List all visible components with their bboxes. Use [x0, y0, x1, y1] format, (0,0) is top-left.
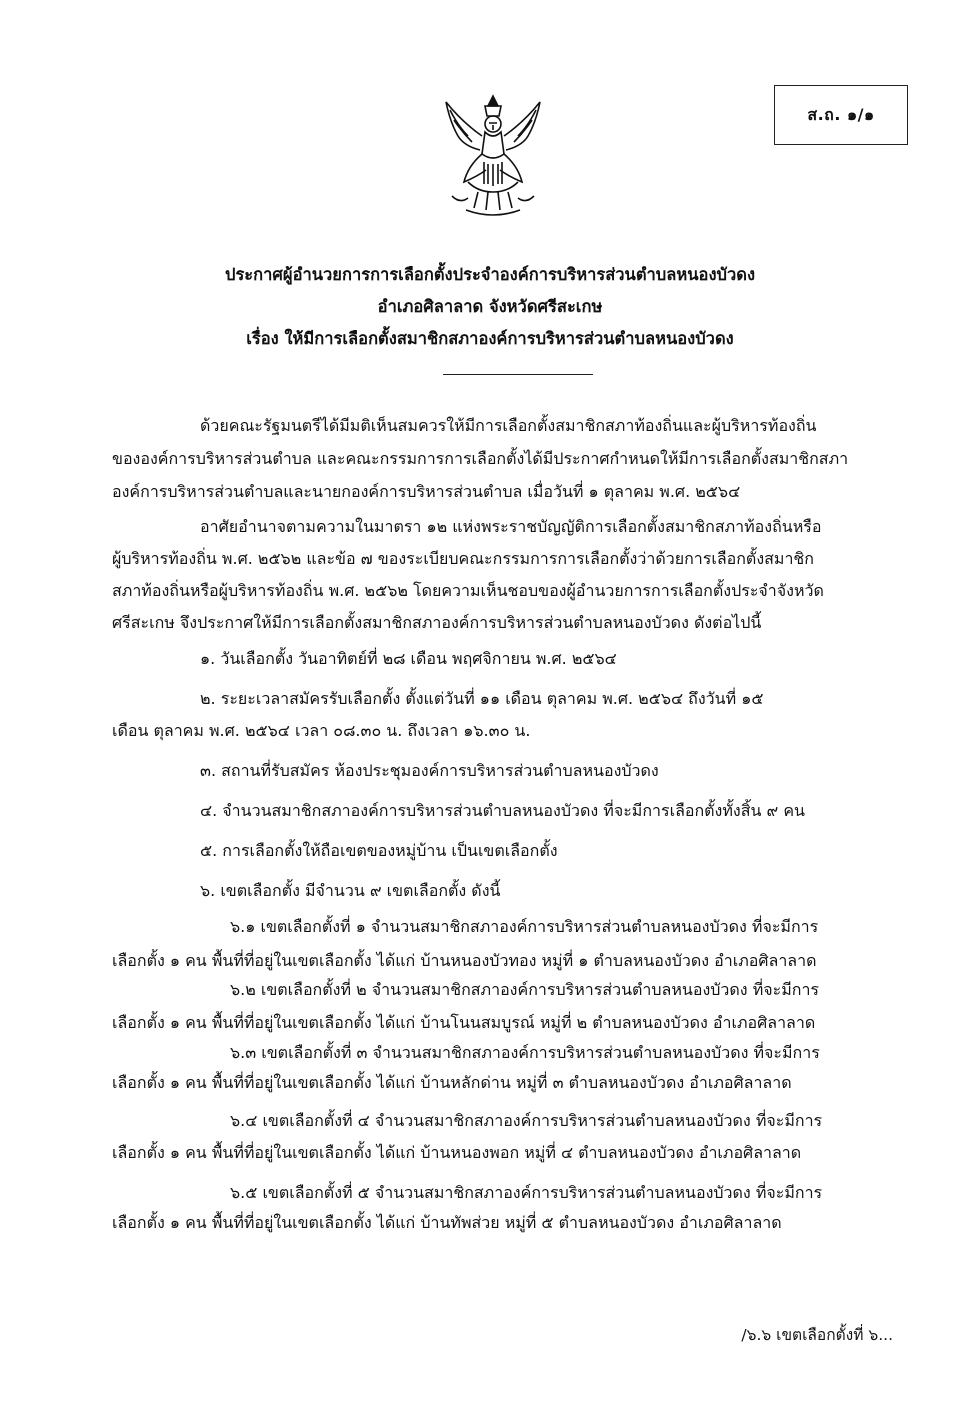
continuation-note: /๖.๖ เขตเลือกตั้งที่ ๖...: [741, 1326, 893, 1344]
district-4-line: เลือกตั้ง ๑ คน พื้นที่ที่อยู่ในเขตเลือกตั้ง ได้แก่ บ้านหนองพอก หมู่ที่ ๔ ตำบลหนองบัวดง อำเภอศิลาลาด: [112, 1143, 802, 1162]
paragraph-2-line: อาศัยอำนาจตามความในมาตรา ๑๒ แห่งพระราชบัญญัติการเลือกตั้งสมาชิกสภาท้องถิ่นหรือ: [200, 517, 822, 536]
paragraph-1-line: ขององค์การบริหารส่วนตำบล และคณะกรรมการการเลือกตั้งได้มีประกาศกำหนดให้มีการเลือกตั้งสมาชิกสภา: [112, 449, 849, 468]
district-2-line: เลือกตั้ง ๑ คน พื้นที่ที่อยู่ในเขตเลือกตั้ง ได้แก่ บ้านโนนสมบูรณ์ หมู่ที่ ๒ ตำบลหนองบัวดง อำเภอศิลาลาด: [112, 1013, 816, 1032]
form-code: ส.ถ. ๑/๑: [807, 104, 875, 124]
district-2-line: ๖.๒ เขตเลือกตั้งที่ ๒ จำนวนสมาชิกสภาองค์การบริหารส่วนตำบลหนองบัวดง ที่จะมีการ: [230, 980, 820, 999]
district-4-line: ๖.๔ เขตเลือกตั้งที่ ๔ จำนวนสมาชิกสภาองค์การบริหารส่วนตำบลหนองบัวดง ที่จะมีการ: [230, 1111, 823, 1130]
title-line-1: ประกาศผู้อำนวยการการเลือกตั้งประจำองค์การบริหารส่วนตำบลหนองบัวดง: [224, 265, 756, 284]
district-5-line: เลือกตั้ง ๑ คน พื้นที่ที่อยู่ในเขตเลือกตั้ง ได้แก่ บ้านทัพส่วย หมู่ที่ ๕ ตำบลหนองบัวดง อำเภอศิลาลาด: [112, 1213, 782, 1232]
form-code-box: [774, 85, 908, 145]
title-line-3: เรื่อง ให้มีการเลือกตั้งสมาชิกสภาองค์การบริหารส่วนตำบลหนองบัวดง: [246, 329, 734, 348]
district-3-line: ๖.๓ เขตเลือกตั้งที่ ๓ จำนวนสมาชิกสภาองค์การบริหารส่วนตำบลหนองบัวดง ที่จะมีการ: [230, 1043, 820, 1062]
paragraph-2-line: สภาท้องถิ่นหรือผู้บริหารท้องถิ่น พ.ศ. ๒๕๖๒ โดยความเห็นชอบของผู้อำนวยการการเลือกตั้งประจำจังหวัด: [112, 581, 824, 600]
item-2-line: เดือน ตุลาคม พ.ศ. ๒๕๖๔ เวลา ๐๘.๓๐ น. ถึงเวลา ๑๖.๓๐ น.: [112, 721, 531, 740]
item-6: ๖. เขตเลือกตั้ง มีจำนวน ๙ เขตเลือกตั้ง ดังนี้: [200, 881, 501, 900]
paragraph-1-line: ด้วยคณะรัฐมนตรีได้มีมติเห็นสมควรให้มีการเลือกตั้งสมาชิกสภาท้องถิ่นและผู้บริหารท้องถิ่น: [200, 416, 817, 435]
district-1-line: เลือกตั้ง ๑ คน พื้นที่ที่อยู่ในเขตเลือกตั้ง ได้แก่ บ้านหนองบัวทอง หมู่ที่ ๑ ตำบลหนองบัวดง อำเภอศิลาลาด: [112, 951, 817, 970]
item-4: ๔. จำนวนสมาชิกสภาองค์การบริหารส่วนตำบลหนองบัวดง ที่จะมีการเลือกตั้งทั้งสิ้น ๙ คน: [200, 801, 805, 820]
district-5-line: ๖.๕ เขตเลือกตั้งที่ ๕ จำนวนสมาชิกสภาองค์การบริหารส่วนตำบลหนองบัวดง ที่จะมีการ: [230, 1183, 823, 1202]
item-2-line: ๒. ระยะเวลาสมัครรับเลือกตั้ง ตั้งแต่วันที่ ๑๑ เดือน ตุลาคม พ.ศ. ๒๕๖๔ ถึงวันที่ ๑๕: [200, 689, 764, 708]
title-divider: [443, 374, 593, 375]
paragraph-1-line: องค์การบริหารส่วนตำบลและนายกองค์การบริหารส่วนตำบล เมื่อวันที่ ๑ ตุลาคม พ.ศ. ๒๕๖๔: [112, 482, 741, 501]
district-1-line: ๖.๑ เขตเลือกตั้งที่ ๑ จำนวนสมาชิกสภาองค์การบริหารส่วนตำบลหนองบัวดง ที่จะมีการ: [230, 917, 819, 936]
garuda-emblem-icon: [438, 92, 548, 224]
paragraph-2-line: ศรีสะเกษ จึงประกาศให้มีการเลือกตั้งสมาชิกสภาองค์การบริหารส่วนตำบลหนองบัวดง ดังต่อไปนี้: [112, 613, 762, 632]
title-line-2: อำเภอศิลาลาด จังหวัดศรีสะเกษ: [377, 297, 603, 316]
item-1: ๑. วันเลือกตั้ง วันอาทิตย์ที่ ๒๘ เดือน พฤศจิกายน พ.ศ. ๒๕๖๔: [200, 649, 617, 668]
item-5: ๕. การเลือกตั้งให้ถือเขตของหมู่บ้าน เป็นเขตเลือกตั้ง: [200, 841, 558, 860]
paragraph-2-line: ผู้บริหารท้องถิ่น พ.ศ. ๒๕๖๒ และข้อ ๗ ของระเบียบคณะกรรมการการเลือกตั้งว่าด้วยการเลือกตั้งสมาชิก: [112, 549, 814, 568]
item-3: ๓. สถานที่รับสมัคร ห้องประชุมองค์การบริหารส่วนตำบลหนองบัวดง: [200, 761, 659, 780]
district-3-line: เลือกตั้ง ๑ คน พื้นที่ที่อยู่ในเขตเลือกตั้ง ได้แก่ บ้านหลักด่าน หมู่ที่ ๓ ตำบลหนองบัวดง อำเภอศิลาลาด: [112, 1073, 792, 1092]
